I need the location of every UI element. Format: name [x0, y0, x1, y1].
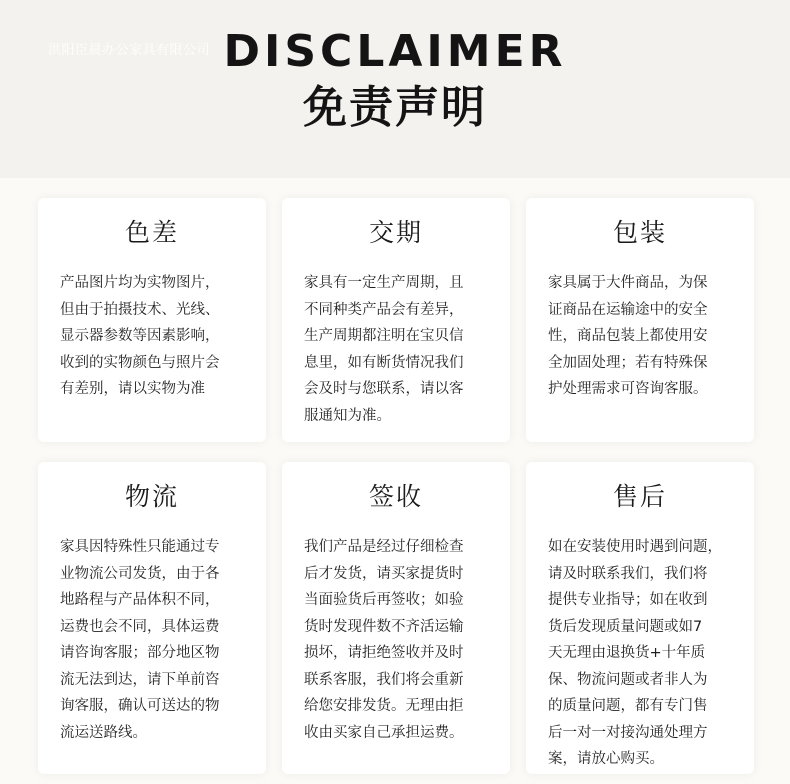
card-body: 我们产品是经过仔细检查 后才发货，请买家提货时 当面验货后再签收；如验 货时发现件数不齐活运输 损坏，请拒绝签收并及时 联系客服，我们将会重新 给您安排发货。无理由拒 收由买家自己承担运费。	[304, 539, 464, 741]
card-title: 交期	[368, 218, 423, 247]
card-after-sales	[526, 462, 754, 774]
card-title: 色差	[124, 218, 179, 247]
card-title: 签收	[368, 482, 423, 511]
page-title-english: DISCLAIMER	[223, 26, 567, 77]
card-title: 售后	[612, 482, 667, 511]
watermark-text: 洪阳臣晨办公家具有限公司	[48, 43, 211, 58]
page-title-chinese: 免责声明	[303, 82, 487, 133]
card-color-difference	[38, 198, 266, 442]
header-banner	[0, 0, 790, 178]
card-packaging	[526, 198, 754, 442]
card-title: 包装	[612, 218, 667, 247]
card-body: 如在安装使用时遇到问题， 请及时联系我们，我们将 提供专业指导；如在收到 货后发现质量问题或如7 天无理由退换货+十年质 保、物流问题或者非人为 的质量问题，都有专门售 后一对一对接沟通处理方 案，请放心购买。	[548, 539, 722, 767]
card-logistics	[38, 462, 266, 774]
card-delivery-time	[282, 198, 510, 442]
card-body: 家具有一定生产周期，且 不同种类产品会有差异， 生产周期都注明在宝贝信 息里，如有断货情况我们 会及时与您联系，请以客 服通知为准。	[304, 275, 464, 424]
card-signing	[282, 462, 510, 774]
card-body: 家具因特殊性只能通过专 业物流公司发货，由于各 地路程与产品体积不同， 运费也会不同，具体运费 请咨询客服；部分地区物 流无法到达，请下单前咨 询客服，确认可送达的物 流运送路线。	[60, 539, 220, 741]
card-title: 物流	[124, 482, 179, 511]
card-body: 产品图片均为实物图片， 但由于拍摄技术、光线、 显示器参数等因素影响， 收到的实物颜色与照片会 有差别，请以实物为准	[60, 275, 220, 397]
card-body: 家具属于大件商品，为保 证商品在运输途中的安全 性，商品包装上都使用安 全加固处理；若有特殊保 护处理需求可咨询客服。	[548, 275, 708, 397]
